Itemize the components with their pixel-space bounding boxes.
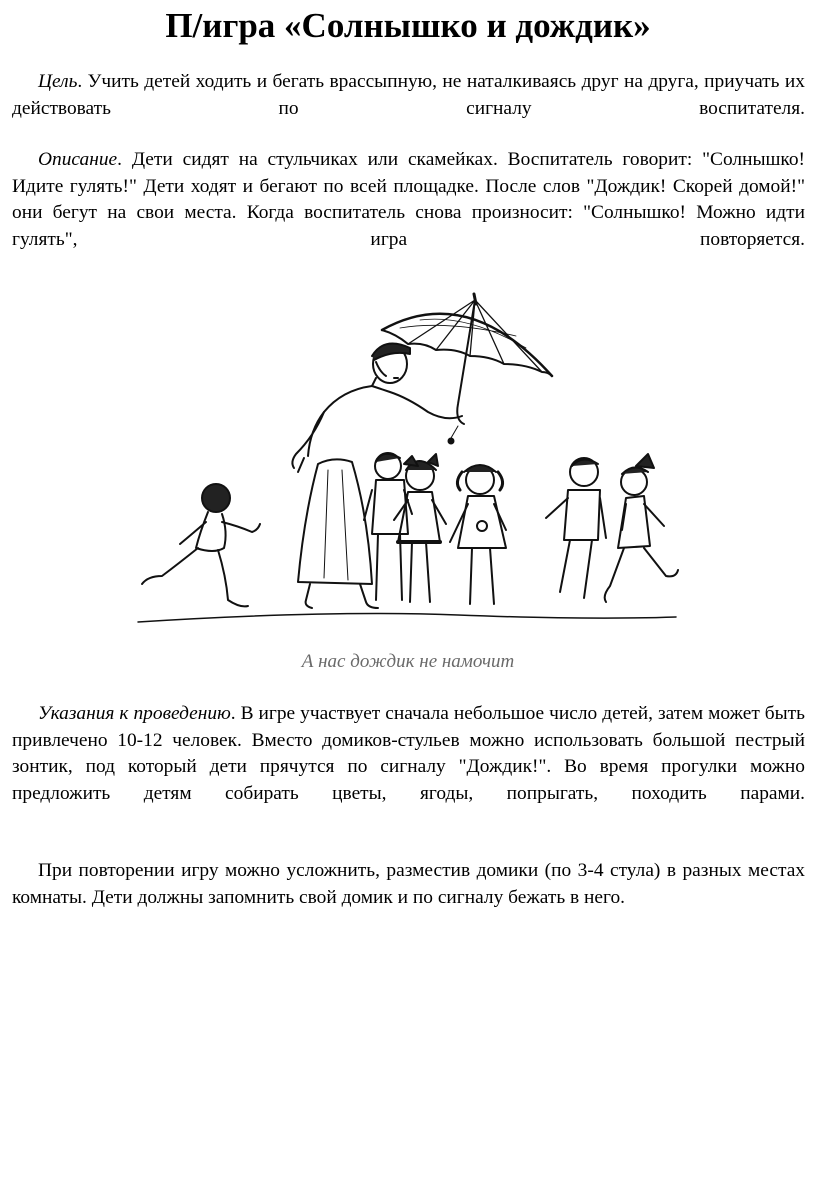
game-illustration xyxy=(128,286,688,634)
page-title: П/игра «Солнышко и дождик» xyxy=(165,6,651,45)
child-5-drawing xyxy=(605,454,678,602)
instructions-paragraph xyxy=(12,701,805,834)
complication-paragraph xyxy=(12,858,805,911)
goal-paragraph xyxy=(12,69,805,149)
instructions-text: . В игре участвует сначала небольшое число детей, затем может быть привлечено 10-12 человек. Вместо домиков-стульев можно использовать большой пестрый зонтик, под который дети прячутся по сигналу "Дождик!". Во время прогулки можно предложить детям собирать цветы, ягоды, попрыгать, походить парами. xyxy=(12,703,805,804)
instructions-label: Указания к проведению xyxy=(38,703,231,724)
complication-text: При повторении игру можно усложнить, разместив домики (по 3-4 стула) в разных местах комнаты. Дети должны запомнить свой домик и по сигналу бежать в него. xyxy=(12,860,805,908)
description-label: Описание xyxy=(38,149,118,170)
goal-label: Цель xyxy=(38,71,78,92)
goal-text: . Учить детей ходить и бегать врассыпную, не наталкиваясь друг на друга, приучать их действовать по сигналу воспитателя. xyxy=(12,71,805,119)
child-3-drawing xyxy=(450,465,506,604)
ground-line xyxy=(138,614,676,622)
child-4-drawing xyxy=(546,458,606,598)
illustration-caption: А нас дождик не намочит xyxy=(301,651,515,672)
running-boy-drawing xyxy=(142,484,260,606)
description-text: . Дети сидят на стульчиках или скамейках. Воспитатель говорит: "Солнышко! Идите гулять!" Дети ходят и бегают по всей площадке. После слов "Дождик! Скорей домой!" они бегут на свои места. Когда воспитатель снова произносит: "Солнышко! Можно идти гулять", игра повторяется. xyxy=(12,149,805,250)
description-paragraph xyxy=(12,147,805,280)
